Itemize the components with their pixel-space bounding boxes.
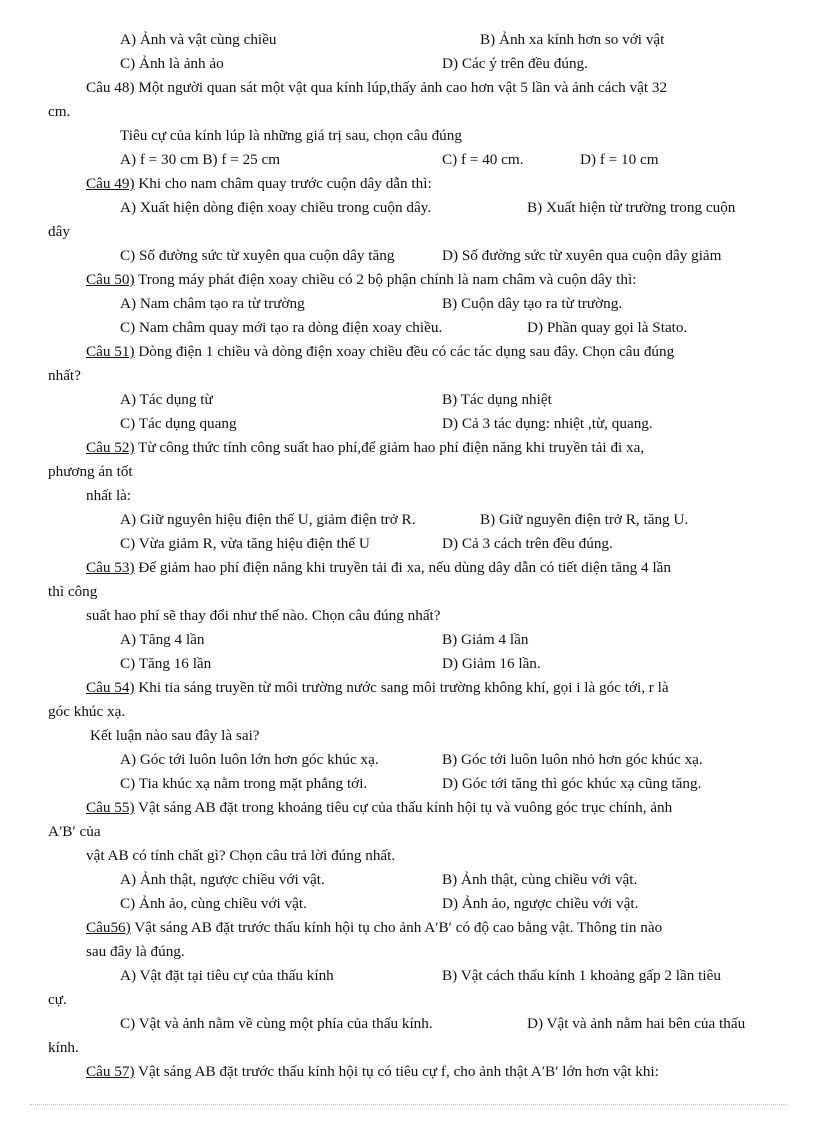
q53-stem-cont: thì công (48, 583, 98, 600)
q51-option-d: D) Cả 3 tác dụng: nhiệt ,từ, quang. (442, 415, 653, 432)
q57-label: Câu 57) (86, 1063, 135, 1080)
q52-stem (86, 438, 644, 458)
q49-option-c: C) Số đường sức từ xuyên qua cuộn dây tăng (120, 247, 395, 264)
q55-label: Câu 55) (86, 799, 135, 816)
q52-option-b: B) Giữ nguyên điện trở R, tăng U. (480, 511, 689, 528)
q55-option-c: C) Ảnh ảo, cùng chiều với vật. (120, 895, 307, 912)
q57-stem (86, 1062, 659, 1082)
q48-instruction: Tiêu cự của kính lúp là những giá trị sau, chọn câu đúng (120, 127, 462, 144)
q53-stem (86, 558, 671, 578)
q47-option-b: B) Ảnh xa kính hơn so với vật (480, 31, 665, 48)
q55-option-a: A) Ảnh thật, ngược chiều với vật. (120, 871, 325, 888)
q52-stem-cont2: nhất là: (86, 487, 132, 504)
q55-stem (86, 798, 672, 818)
q51-text: Dòng điện 1 chiều và dòng điện xoay chiều đều có các tác dụng sau đây. Chọn câu đúng (134, 343, 675, 360)
q56-label: Câu56) (86, 919, 131, 936)
q55-option-b: B) Ảnh thật, cùng chiều với vật. (442, 871, 638, 888)
q48-label: Câu 48) (86, 79, 135, 96)
q49-text: Khi cho nam châm quay trước cuộn dây dẫn thì: (134, 175, 432, 192)
q50-stem (86, 270, 636, 290)
q53-option-c: C) Tăng 16 lần (120, 655, 212, 672)
q50-option-c: C) Nam châm quay mới tạo ra dòng điện xoay chiều. (120, 319, 443, 336)
q54-stem (86, 678, 669, 698)
q56-option-a: A) Vật đặt tại tiêu cự của thấu kính (120, 967, 334, 984)
q55-stem-cont: A′B′ của (48, 823, 101, 840)
q50-label: Câu 50) (86, 271, 135, 288)
q54-option-d: D) Góc tới tăng thì góc khúc xạ cũng tăng. (442, 775, 702, 792)
q53-option-a: A) Tăng 4 lần (120, 631, 205, 648)
q51-label: Câu 51) (86, 343, 135, 360)
q50-option-a: A) Nam châm tạo ra từ trường (120, 295, 305, 312)
q56-option-b: B) Vật cách thấu kính 1 khoảng gấp 2 lần tiêu (442, 967, 721, 984)
q56-option-b-cont: cự. (48, 991, 67, 1008)
q53-option-b: B) Giảm 4 lần (442, 631, 529, 648)
q49-option-b-cont: dây (48, 223, 70, 240)
q55-text: Vật sáng AB đặt trong khoảng tiêu cự của thấu kính hội tụ và vuông góc trục chính, ảnh (134, 799, 673, 816)
q47-option-a: A) Ảnh và vật cùng chiều (120, 31, 277, 48)
q52-text: Từ công thức tính công suất hao phí,để giảm hao phí điện năng khi truyền tải đi xa, (134, 439, 645, 456)
q51-option-a: A) Tác dụng từ (120, 391, 213, 408)
q52-option-d: D) Cả 3 cách trên đều đúng. (442, 535, 613, 552)
q55-stem-cont2: vật AB có tính chất gì? Chọn câu trả lời đúng nhất. (86, 847, 396, 864)
q54-option-c: C) Tia khúc xạ nằm trong mặt phẳng tới. (120, 775, 368, 792)
q50-text: Trong máy phát điện xoay chiều có 2 bộ phận chính là nam châm và cuộn dây thì: (134, 271, 637, 288)
q54-stem-cont2: Kết luận nào sau đây là sai? (90, 727, 260, 744)
q48-options-ab: A) f = 30 cm B) f = 25 cm (120, 151, 281, 168)
q54-label: Câu 54) (86, 679, 135, 696)
page-bottom-divider (30, 1104, 786, 1105)
q56-option-d: D) Vật và ảnh nằm hai bên của thấu (527, 1015, 746, 1032)
q49-option-d: D) Số đường sức từ xuyên qua cuộn dây giảm (442, 247, 722, 264)
q48-option-d: D) f = 10 cm (580, 151, 659, 168)
q52-option-c: C) Vừa giảm R, vừa tăng hiệu điện thế U (120, 535, 370, 552)
q56-stem-cont: sau đây là đúng. (86, 943, 185, 960)
q51-option-c: C) Tác dụng quang (120, 415, 237, 432)
q56-stem (86, 918, 662, 938)
q56-text: Vật sáng AB đặt trước thấu kính hội tụ cho ảnh A′B′ có độ cao bằng vật. Thông tin nào (130, 919, 663, 936)
q47-option-c: C) Ảnh là ảnh ảo (120, 55, 224, 72)
q48-stem-cont: cm. (48, 103, 71, 120)
q56-option-d-cont: kính. (48, 1039, 79, 1056)
q50-option-d: D) Phần quay gọi là Stato. (527, 319, 688, 336)
q49-option-b: B) Xuất hiện từ trường trong cuộn (527, 199, 736, 216)
q47-option-d: D) Các ý trên đều đúng. (442, 55, 588, 72)
q52-option-a: A) Giữ nguyên hiệu điện thế U, giảm điện trở R. (120, 511, 416, 528)
q54-stem-cont: góc khúc xạ. (48, 703, 126, 720)
q51-stem-cont: nhất? (48, 367, 81, 384)
q56-option-c: C) Vật và ảnh nằm về cùng một phía của thấu kính. (120, 1015, 433, 1032)
q57-text: Vật sáng AB đặt trước thấu kính hội tụ có tiêu cự f, cho ảnh thật A′B′ lớn hơn vật khi: (134, 1063, 659, 1080)
q54-option-a: A) Góc tới luôn luôn lớn hơn góc khúc xạ. (120, 751, 379, 768)
q48-text: Một người quan sát một vật qua kính lúp,thấy ảnh cao hơn vật 5 lần và ảnh cách vật 32 (134, 79, 668, 96)
q48-stem (86, 78, 667, 98)
q53-text: Để giảm hao phí điện năng khi truyền tải đi xa, nếu dùng dây dẫn có tiết diện tăng 4 lần (134, 559, 672, 576)
q54-option-b: B) Góc tới luôn luôn nhỏ hơn góc khúc xạ. (442, 751, 703, 768)
q54-text: Khi tia sáng truyền từ môi trường nước sang môi trường không khí, gọi i là góc tới, r là (134, 679, 669, 696)
q49-option-a: A) Xuất hiện dòng điện xoay chiều trong cuộn dây. (120, 199, 432, 216)
q52-stem-cont: phương án tốt (48, 463, 133, 480)
q50-option-b: B) Cuộn dây tạo ra từ trường. (442, 295, 623, 312)
q53-label: Câu 53) (86, 559, 135, 576)
q53-stem-cont2: suất hao phí sẽ thay đổi như thế nào. Chọn câu đúng nhất? (86, 607, 441, 624)
q49-stem (86, 174, 432, 194)
q52-label: Câu 52) (86, 439, 135, 456)
q48-option-c: C) f = 40 cm. (442, 151, 524, 168)
q53-option-d: D) Giảm 16 lần. (442, 655, 541, 672)
q55-option-d: D) Ảnh ảo, ngược chiều với vật. (442, 895, 639, 912)
q49-label: Câu 49) (86, 175, 135, 192)
q51-stem (86, 342, 674, 362)
q51-option-b: B) Tác dụng nhiệt (442, 391, 552, 408)
